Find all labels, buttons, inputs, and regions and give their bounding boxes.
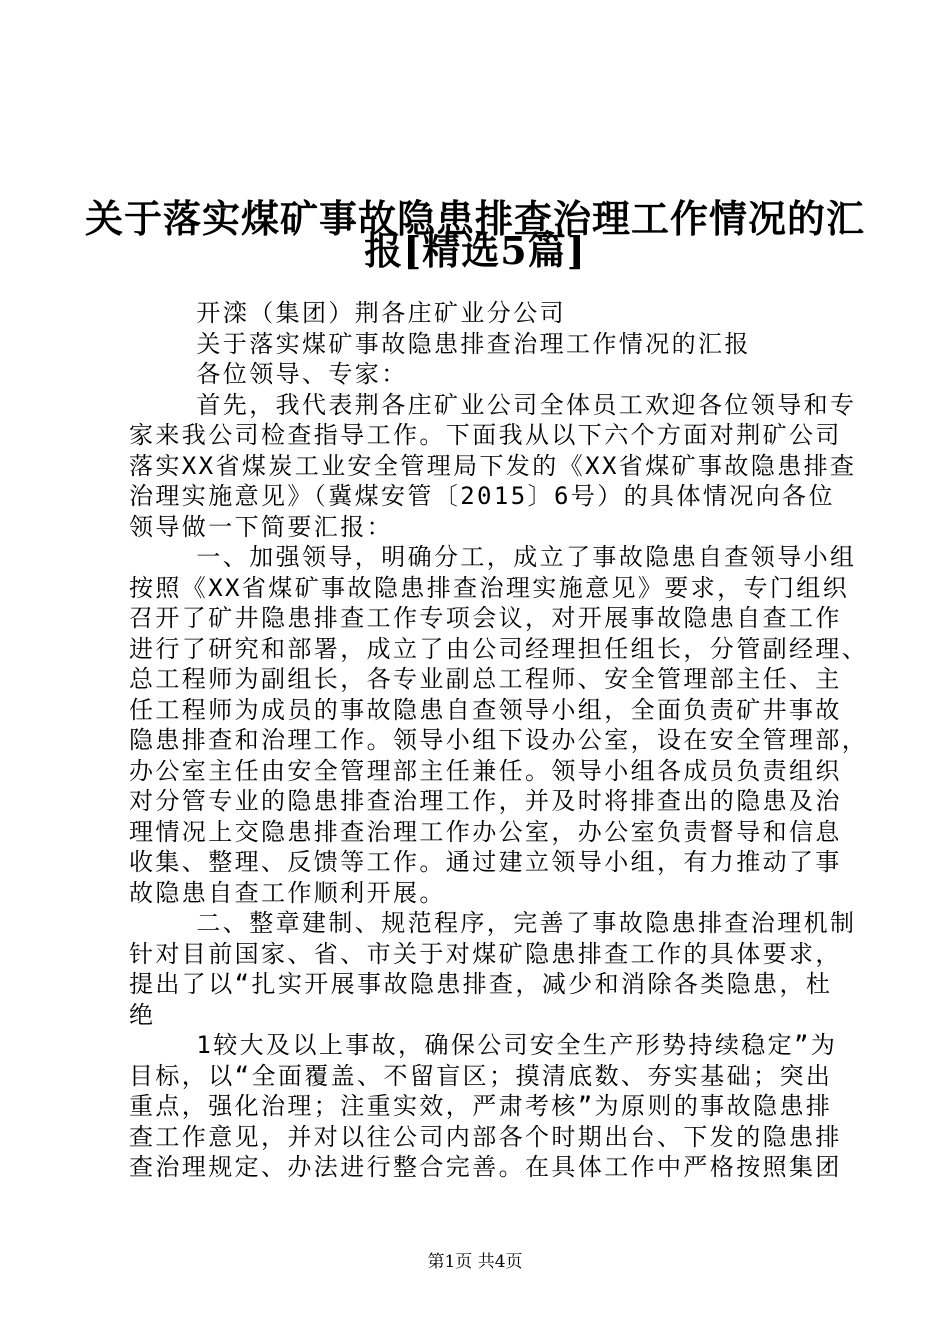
body-line: 各位领导、专家： <box>129 360 408 388</box>
body-line: 故隐患自查工作顺利开展。 <box>129 878 446 907</box>
body-line: 重点，强化治理；注重实效，严肃考核”为原则的事故隐患排 <box>129 1092 833 1120</box>
body-line: 绝 <box>129 1000 156 1029</box>
body-line: 办公室主任由安全管理部主任兼任。领导小组各成员负责组织 <box>129 756 842 785</box>
document-title-line-2: 报[精选5篇] <box>364 228 586 273</box>
body-line: 一、加强领导，明确分工，成立了事故隐患自查领导小组 <box>129 543 857 571</box>
document-body <box>129 298 869 1183</box>
body-line: 对分管专业的隐患排查治理工作，并及时将排查出的隐患及治 <box>129 787 842 815</box>
body-line: 治理实施意见》（冀煤安管〔2015〕6号）的具体情况向各位 <box>129 482 835 510</box>
body-line: 1较大及以上事故，确保公司安全生产形势持续稳定”为 <box>129 1031 838 1059</box>
body-line: 开滦（集团）荆各庄矿业分公司 <box>129 299 566 327</box>
body-line: 进行了研究和部署，成立了由公司经理担任组长，分管副经理、 <box>129 634 869 663</box>
body-line: 任工程师为成员的事故隐患自查领导小组，全面负责矿井事故 <box>129 695 842 724</box>
body-line: 家来我公司检查指导工作。下面我从以下六个方面对荆矿公司 <box>129 421 842 449</box>
body-line: 召开了矿井隐患排查工作专项会议，对开展事故隐患自查工作 <box>129 604 842 632</box>
body-line: 查治理规定、办法进行整合完善。在具体工作中严格按照集团 <box>129 1153 842 1181</box>
body-line: 按照《XX省煤矿事故隐患排查治理实施意见》要求，专门组织 <box>129 573 850 602</box>
body-line: 总工程师为副组长，各专业副总工程师、安全管理部主任、主 <box>129 665 842 693</box>
page-number-footer: 第1页 共4页 <box>427 1252 523 1272</box>
body-line: 落实XX省煤炭工业安全管理局下发的《XX省煤矿事故隐患排查 <box>129 451 857 480</box>
body-line: 提出了以“扎实开展事故隐患排查，减少和消除各类隐患，杜 <box>129 970 833 998</box>
body-line: 领导做一下简要汇报： <box>129 512 393 541</box>
document-title-line-1: 关于落实煤矿事故隐患排查治理工作情况的汇 <box>84 196 865 241</box>
body-line: 目标，以“全面覆盖、不留盲区；摸清底数、夯实基础；突出 <box>129 1061 833 1090</box>
body-line: 理情况上交隐患排查治理工作办公室，办公室负责督导和信息 <box>129 817 842 846</box>
body-line: 二、整章建制、规范程序，完善了事故隐患排查治理机制 <box>129 909 857 937</box>
body-line: 针对目前国家、省、市关于对煤矿隐患排查工作的具体要求， <box>129 939 842 968</box>
body-line: 隐患排查和治理工作。领导小组下设办公室，设在安全管理部， <box>129 726 869 754</box>
body-line: 查工作意见，并对以往公司内部各个时期出台、下发的隐患排 <box>129 1122 842 1151</box>
body-line: 关于落实煤矿事故隐患排查治理工作情况的汇报 <box>129 329 751 358</box>
body-line: 首先，我代表荆各庄矿业公司全体员工欢迎各位领导和专 <box>129 390 857 419</box>
body-line: 收集、整理、反馈等工作。通过建立领导小组，有力推动了事 <box>129 848 842 876</box>
